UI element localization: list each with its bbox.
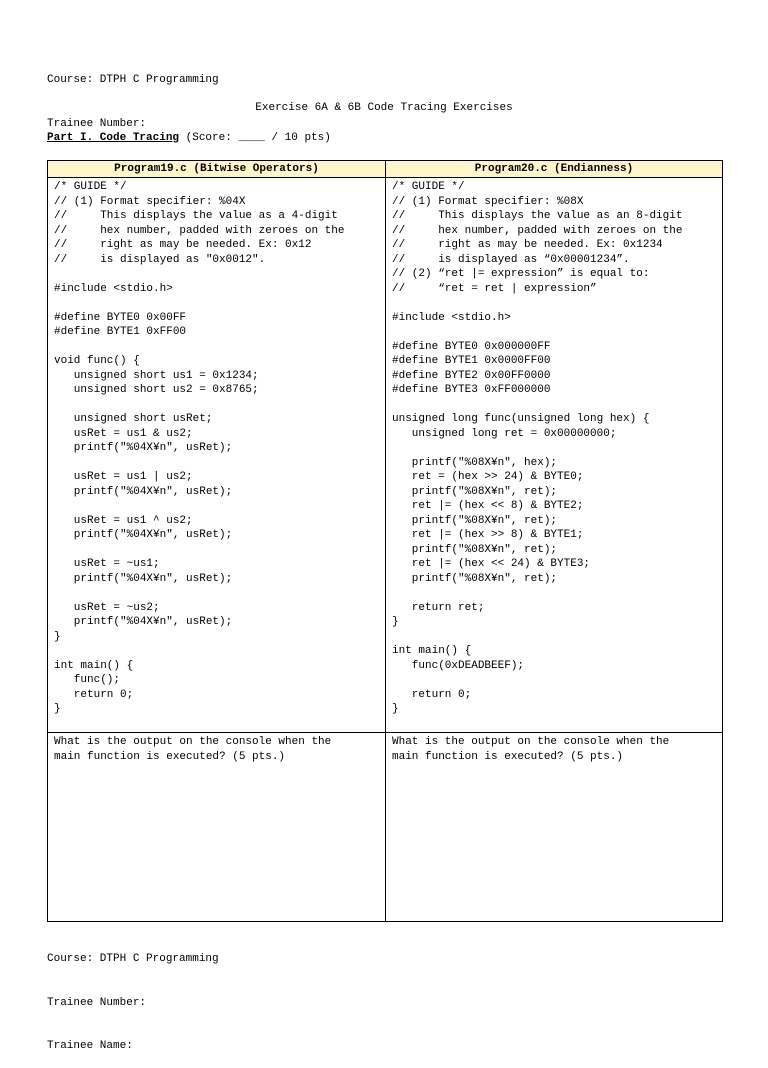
code-line: // hex number, padded with zeroes on the bbox=[392, 224, 683, 237]
code-line: return 0; bbox=[392, 688, 472, 701]
code-line bbox=[54, 340, 385, 355]
code-line: usRet = us1 | us2; bbox=[54, 471, 193, 483]
code-line: // is displayed as “0x00001234”. bbox=[392, 253, 630, 266]
code-line: // right as may be needed. Ex: 0x12 bbox=[54, 239, 312, 251]
code-line: printf("%04X¥n", usRet); bbox=[54, 442, 233, 454]
code-line bbox=[392, 441, 722, 456]
code-line bbox=[392, 630, 722, 645]
code-line bbox=[54, 644, 385, 659]
code-line: // “ret = ret | expression” bbox=[392, 282, 597, 295]
code-line: printf("%04X¥n", usRet); bbox=[54, 572, 233, 585]
code-line: ret = (hex >> 24) & BYTE0; bbox=[392, 471, 584, 483]
course-line: Course: DTPH C Programming bbox=[47, 74, 219, 86]
code-line: printf("%08X¥n", hex); bbox=[392, 456, 558, 469]
trainee-name-line-bottom: Trainee Name: bbox=[47, 1040, 133, 1052]
code-line: ret |= (hex >> 8) & BYTE1; bbox=[392, 529, 584, 541]
code-line bbox=[392, 586, 722, 601]
code-line bbox=[54, 499, 385, 514]
code-line: // hex number, padded with zeroes on the bbox=[54, 224, 345, 237]
question-line: What is the output on the console when the bbox=[54, 736, 332, 748]
header-bottom bbox=[47, 923, 219, 1068]
code-line: usRet = us1 & us2; bbox=[54, 427, 193, 440]
code-line: unsigned short usRet; bbox=[54, 413, 213, 425]
code-line bbox=[54, 543, 385, 558]
code-line: printf("%04X¥n", usRet); bbox=[54, 529, 233, 541]
code-line: printf("%08X¥n", ret); bbox=[392, 485, 558, 498]
program20-heading: Program20.c (Endianness) bbox=[386, 161, 723, 178]
code-line: #include <stdio.h> bbox=[392, 311, 511, 324]
code-line: unsigned long func(unsigned long hex) { bbox=[392, 413, 650, 425]
code-line: // This displays the value as an 8-digit bbox=[392, 210, 683, 222]
code-line: /* GUIDE */ bbox=[392, 181, 465, 193]
code-line: #include <stdio.h> bbox=[54, 282, 173, 295]
part-title: Part I. Code Tracing bbox=[47, 132, 180, 144]
code-line: /* GUIDE */ bbox=[54, 181, 127, 193]
code-line: printf("%04X¥n", usRet); bbox=[54, 616, 233, 628]
code-line: } bbox=[392, 616, 399, 628]
code-line: func(); bbox=[54, 674, 121, 686]
code-line: #define BYTE1 0x0000FF00 bbox=[392, 355, 551, 367]
code-line: // (1) Format specifier: %04X bbox=[54, 195, 246, 208]
code-line: func(0xDEADBEEF); bbox=[392, 659, 525, 672]
code-line: int main() { bbox=[54, 659, 134, 672]
program19-code-cell bbox=[48, 178, 386, 733]
program20-code-cell bbox=[386, 178, 723, 733]
code-line bbox=[392, 296, 722, 311]
program19-code bbox=[48, 178, 385, 717]
code-line: usRet = us1 ^ us2; bbox=[54, 514, 193, 527]
program20-code bbox=[386, 178, 722, 717]
program19-answer-cell[interactable] bbox=[48, 733, 386, 922]
code-line: // This displays the value as a 4-digit bbox=[54, 210, 338, 222]
code-line bbox=[54, 267, 385, 282]
code-line bbox=[54, 456, 385, 471]
question-line: What is the output on the console when the bbox=[392, 736, 670, 748]
code-line bbox=[392, 673, 722, 688]
code-line: // right as may be needed. Ex: 0x1234 bbox=[392, 239, 663, 251]
code-line: unsigned short us1 = 0x1234; bbox=[54, 369, 259, 382]
code-line: ret |= (hex << 8) & BYTE2; bbox=[392, 500, 584, 512]
code-line: int main() { bbox=[392, 645, 472, 657]
code-line bbox=[54, 296, 385, 311]
code-line: ret |= (hex << 24) & BYTE3; bbox=[392, 558, 591, 570]
question-line: main function is executed? (5 pts.) bbox=[54, 750, 286, 763]
code-line: // (1) Format specifier: %08X bbox=[392, 195, 584, 208]
program20-question bbox=[386, 733, 722, 764]
code-line: return 0; bbox=[54, 688, 134, 701]
code-line: #define BYTE3 0xFF000000 bbox=[392, 384, 551, 396]
code-line: usRet = ~us1; bbox=[54, 558, 160, 570]
program19-question bbox=[48, 733, 385, 764]
code-line: unsigned short us2 = 0x8765; bbox=[54, 384, 259, 396]
code-line bbox=[54, 586, 385, 601]
part-line bbox=[47, 132, 331, 144]
code-line: } bbox=[392, 703, 399, 715]
code-line: // (2) “ret |= expression” is equal to: bbox=[392, 268, 650, 280]
code-line: #define BYTE0 0x000000FF bbox=[392, 340, 551, 353]
code-line: printf("%08X¥n", ret); bbox=[392, 514, 558, 527]
code-line: printf("%08X¥n", ret); bbox=[392, 543, 558, 556]
code-line: printf("%08X¥n", ret); bbox=[392, 572, 558, 585]
code-line: #define BYTE0 0x00FF bbox=[54, 311, 187, 324]
code-line: } bbox=[54, 630, 61, 643]
code-line: unsigned long ret = 0x00000000; bbox=[392, 427, 617, 440]
code-line: void func() { bbox=[54, 355, 140, 367]
code-line: #define BYTE1 0xFF00 bbox=[54, 326, 187, 338]
code-line: // is displayed as "0x0012". bbox=[54, 253, 266, 266]
code-line bbox=[392, 398, 722, 413]
trainee-number-line: Trainee Number: bbox=[47, 117, 147, 130]
part-score: (Score: ____ / 10 pts) bbox=[179, 132, 331, 144]
question-line: main function is executed? (5 pts.) bbox=[392, 750, 624, 763]
code-line: usRet = ~us2; bbox=[54, 601, 160, 614]
code-line: printf("%04X¥n", usRet); bbox=[54, 485, 233, 498]
code-line bbox=[54, 398, 385, 413]
program19-heading: Program19.c (Bitwise Operators) bbox=[48, 161, 386, 178]
code-line: } bbox=[54, 703, 61, 715]
code-line bbox=[392, 325, 722, 340]
code-line: return ret; bbox=[392, 601, 485, 614]
trainee-number-line-bottom: Trainee Number: bbox=[47, 996, 147, 1009]
program-table bbox=[47, 160, 723, 922]
exercise-title: Exercise 6A & 6B Code Tracing Exercises bbox=[255, 102, 513, 114]
code-line: #define BYTE2 0x00FF0000 bbox=[392, 369, 551, 382]
course-line-bottom: Course: DTPH C Programming bbox=[47, 953, 219, 965]
program20-answer-cell[interactable] bbox=[386, 733, 723, 922]
